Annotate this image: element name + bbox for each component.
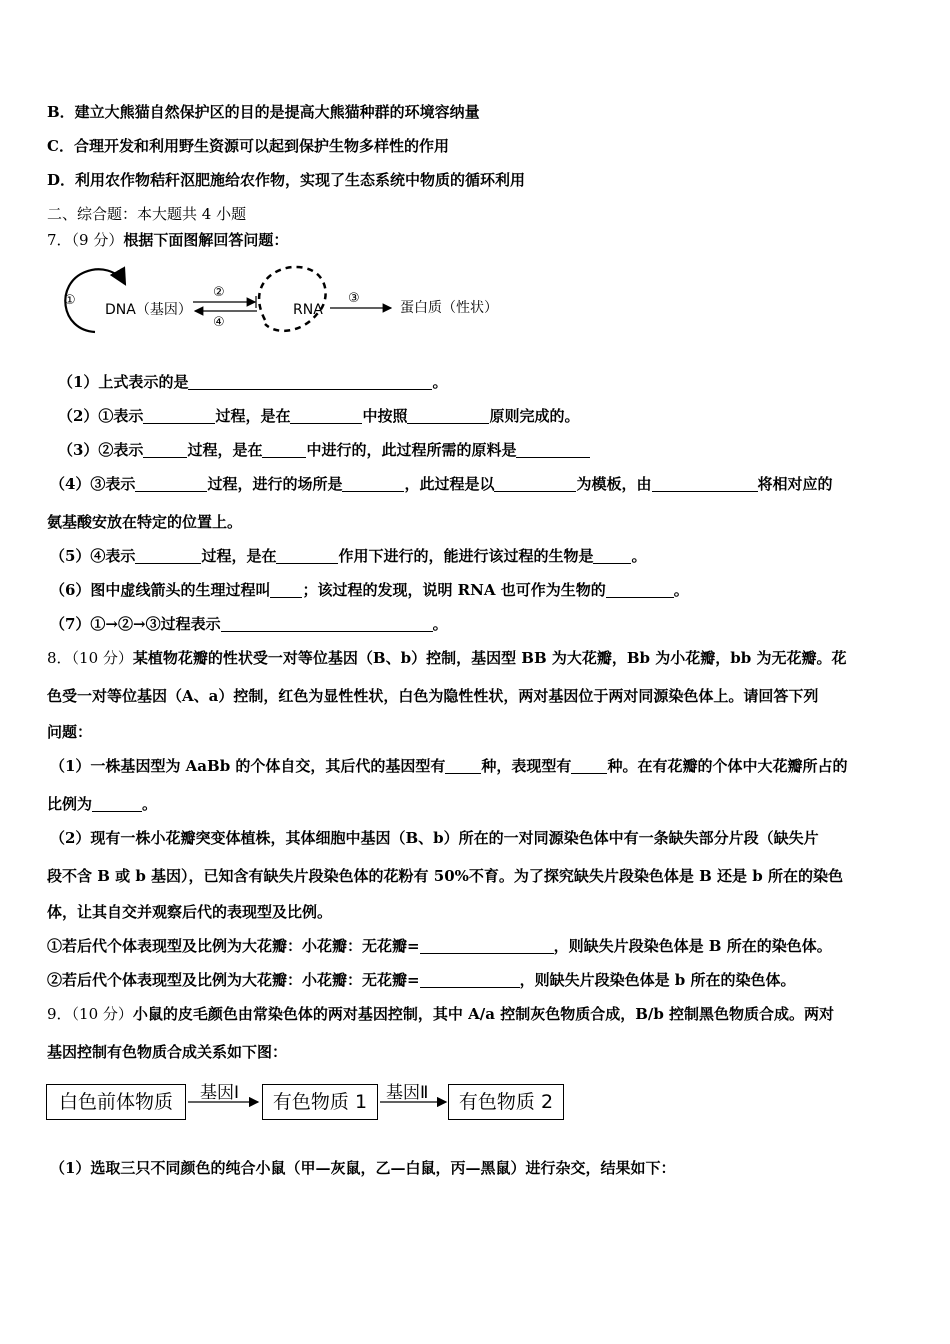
q7-text: 根据下面图解回答问题： [123,231,289,249]
q8-sub1-text-c: 种。在有花瓣的个体中大花瓣所占的 [607,757,848,775]
q7-sub4-text-c: ，此过程是以 [404,475,495,493]
q7-sub6-text-a: （6）图中虚线箭头的生理过程叫 [50,581,271,599]
blank[interactable] [516,442,590,458]
q7-sub1-end: 。 [432,373,448,391]
q8-sub1-text-a: （1）一株基因型为 AaBb 的个体自交，其后代的基因型有 [50,757,446,775]
q7-sub5-text-c: 作用下进行的，能进行该过程的生物是 [338,547,594,565]
blank[interactable] [221,616,433,632]
q8-text-1: 某植物花瓣的性状受一对等位基因（B、b）控制，基因型 BB 为大花瓣，Bb 为小花瓣，bb 为无花瓣。花 [132,649,847,667]
blank[interactable] [143,408,215,424]
q7-sub5-text-a: （5）④表示 [50,547,136,565]
q7-sub1-text: （1）上式表示的是 [58,373,189,391]
q9-text-1: 小鼠的皮毛颜色由常染色体的两对基因控制，其中 A/a 控制灰色物质合成，B/b 控制黑色物质合成。两对 [132,1005,835,1023]
q7-sub3 [58,440,590,460]
q8-sub2-l3: 体，让其自交并观察后代的表现型及比例。 [47,903,333,921]
blank[interactable] [407,408,489,424]
q8-sub2-l2: 段不含 B 或 b 基因），已知含有缺失片段染色体的花粉有 50%不育。为了探究缺失片段染色体是 B 还是 b 所在的染色 [47,867,843,885]
q7-sub1 [58,372,447,392]
q7-sub6-text-b: ；该过程的发现，说明 RNA 也可作为生物的 [302,581,606,599]
rna-label: RNA [293,302,323,318]
q9-stem [47,1004,834,1024]
q8-case2-text-a: ②若后代个体表现型及比例为大花瓣：小花瓣：无花瓣= [47,971,420,989]
pigment1-box: 有色物质 1 [262,1084,378,1120]
q8-sub1-text-b: 种，表现型有 [481,757,572,775]
option-c: C．合理开发和利用野生资源可以起到保护生物多样性的作用 [47,137,449,155]
q8-score: （10 分） [71,649,133,667]
q8-stem [47,648,846,668]
q7-score: （9 分） [71,231,124,249]
blank[interactable] [593,548,631,564]
q8-case1-text-b: ，则缺失片段染色体是 B 所在的染色体。 [553,937,832,955]
q7-sub3-text-c: 中进行的，此过程所需的原料是 [306,441,517,459]
q9-text-2: 基因控制有色物质合成关系如下图： [47,1043,288,1061]
q7-sub4-text-e: 将相对应的 [757,475,833,493]
q7-sub7 [50,614,448,634]
option-b: B．建立大熊猫自然保护区的目的是提高大熊猫种群的环境容纳量 [47,103,480,121]
q7-sub6-end: 。 [673,581,689,599]
section-heading: 二、综合题：本大题共 4 小题 [47,205,247,223]
blank[interactable] [652,476,758,492]
q7-sub7-end: 。 [432,615,448,633]
blank[interactable] [135,476,207,492]
q7-sub2 [58,406,580,426]
q7-sub2-text-a: （2）①表示 [58,407,144,425]
q8-sub1 [50,756,847,776]
q7-sub3-text-a: （3）②表示 [58,441,144,459]
blank[interactable] [342,476,404,492]
blank[interactable] [445,758,481,774]
protein-label: 蛋白质（性状） [400,300,498,316]
rna-replication-loop [259,267,326,331]
q7-sub2-text-c: 中按照 [362,407,408,425]
q7-sub2-text-b: 过程，是在 [215,407,291,425]
blank[interactable] [270,582,302,598]
blank[interactable] [262,442,306,458]
q8-sub1-text-d: 比例为 [47,795,93,813]
label-circle-3: ③ [348,291,360,306]
blank[interactable] [571,758,607,774]
q8-sub1-end: 。 [142,795,158,813]
blank[interactable] [290,408,362,424]
q8-number: 8． [47,649,72,667]
label-circle-1: ① [64,293,76,308]
label-circle-4: ④ [213,315,225,330]
q7-number: 7． [47,231,72,249]
dna-label: DNA（基因） [105,302,192,318]
q9-sub1: （1）选取三只不同颜色的纯合小鼠（甲—灰鼠，乙—白鼠，丙—黑鼠）进行杂交，结果如下： [50,1159,676,1177]
pigment2-box: 有色物质 2 [448,1084,564,1120]
q8-case2 [47,970,796,990]
q9-score: （10 分） [71,1005,133,1023]
q8-text-3: 问题： [47,723,93,741]
gene2-label: 基因Ⅱ [386,1083,429,1103]
option-d: D．利用农作物秸秆沤肥施给农作物，实现了生态系统中物质的循环利用 [47,171,526,189]
q7-sub4 [50,474,833,494]
blank[interactable] [494,476,576,492]
q7-stem [47,230,288,250]
blank[interactable] [276,548,338,564]
blank[interactable] [143,442,187,458]
blank[interactable] [606,582,674,598]
blank[interactable] [92,796,142,812]
q7-sub6 [50,580,689,600]
q7-sub5-text-b: 过程，是在 [201,547,277,565]
q7-sub4-cont: 氨基酸安放在特定的位置上。 [47,513,243,531]
q7-sub4-text-d: 为模板，由 [576,475,652,493]
q8-case1 [47,936,832,956]
q9-number: 9． [47,1005,72,1023]
q8-case2-text-b: ，则缺失片段染色体是 b 所在的染色体。 [519,971,796,989]
q8-case1-text-a: ①若后代个体表现型及比例为大花瓣：小花瓣：无花瓣= [47,937,420,955]
q7-sub3-text-b: 过程，是在 [187,441,263,459]
q7-sub5-end: 。 [631,547,647,565]
q7-sub4-text-b: 过程，进行的场所是 [207,475,343,493]
blank[interactable] [420,938,554,954]
q8-sub2-l1: （2）现有一株小花瓣突变体植株，其体细胞中基因（B、b）所在的一对同源染色体中有一条缺失部分片段（缺失片 [50,829,819,847]
q7-diagram [55,262,525,342]
q8-text-2: 色受一对等位基因（A、a）控制，红色为显性性状，白色为隐性性状，两对基因位于两对同源染色体上。请回答下列 [47,687,819,705]
q7-sub4-text-a: （4）③表示 [50,475,136,493]
q8-sub1-cont [47,794,157,814]
q7-sub5 [50,546,647,566]
blank[interactable] [188,374,432,390]
q7-sub7-text: （7）①→②→③过程表示 [50,615,221,633]
q7-sub2-text-d: 原则完成的。 [489,407,580,425]
blank[interactable] [420,972,520,988]
blank[interactable] [135,548,201,564]
gene1-label: 基因Ⅰ [200,1083,240,1103]
white-precursor-box: 白色前体物质 [46,1084,186,1120]
label-circle-2: ② [213,285,225,300]
